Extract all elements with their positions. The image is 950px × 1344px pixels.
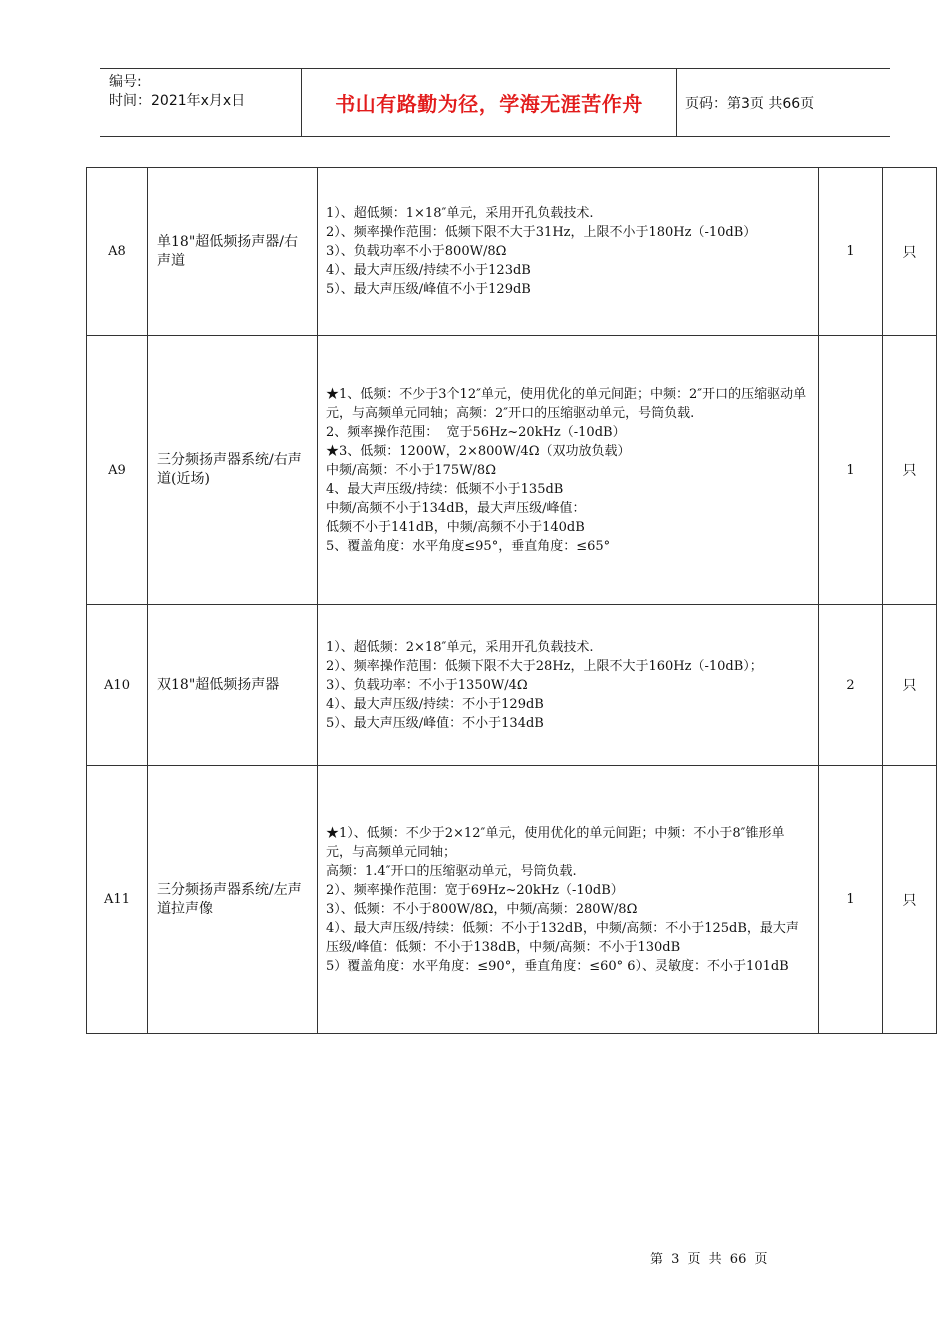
description-line: 4）、最大声压级/持续：不小于129dB	[326, 696, 544, 712]
description-line: ★1、低频：不少于3个12″单元，使用优化的单元间距；中频：2″开口的压缩驱动单元，与高频单元同轴；高频：2″开口的压缩驱动单元，号筒负载.	[326, 386, 807, 421]
description-line: 4、最大声压级/持续：低频不小于135dB	[326, 481, 564, 497]
item-quantity: 1	[819, 766, 883, 1034]
header-page-label: 页码：第3页 共66页	[685, 95, 815, 112]
document-time-label: 时间：2021年x月x日	[109, 93, 246, 109]
item-description	[318, 605, 819, 766]
description-line: 3）、低频：不小于800W/8Ω，中频/高频：280W/8Ω	[326, 901, 638, 917]
item-quantity: 1	[819, 168, 883, 336]
description-line: 5）、最大声压级/峰值：不小于134dB	[326, 715, 544, 731]
header-motto: 书山有路勤为径，学海无涯苦作舟	[301, 69, 677, 136]
item-description	[318, 766, 819, 1034]
page-footer: 第 3 页 共 66 页	[650, 1252, 768, 1267]
description-line: 4）、最大声压级/持续：低频：不小于132dB，中频/高频：不小于125dB，最大声压级/峰值：低频：不小于138dB，中频/高频：不小于130dB	[326, 920, 799, 955]
description-line: 1）、超低频：1×18″单元，采用开孔负载技术.	[326, 206, 594, 221]
item-unit: 只	[883, 766, 937, 1034]
spec-table	[86, 167, 937, 1034]
table-row	[87, 766, 937, 1034]
item-unit: 只	[883, 336, 937, 605]
description-line: 3）、负载功率不小于800W/8Ω	[326, 244, 507, 259]
item-name: 三分频扬声器系统/右声道(近场)	[148, 336, 318, 605]
item-description	[318, 168, 819, 336]
item-unit: 只	[883, 605, 937, 766]
item-id: A11	[87, 766, 148, 1034]
table-row	[87, 605, 937, 766]
item-id: A8	[87, 168, 148, 336]
description-line: 中频/高频不小于134dB，最大声压级/峰值：	[326, 500, 586, 516]
description-line: 低频不小于141dB，中频/高频不小于140dB	[326, 519, 585, 535]
item-name: 单18"超低频扬声器/右声道	[148, 168, 318, 336]
description-line: 1）、超低频：2×18″单元，采用开孔负载技术.	[326, 639, 594, 655]
description-line: ★3、低频：1200W，2×800W/4Ω（双功放负载）	[326, 443, 631, 459]
document-number-label: 编号:	[109, 74, 142, 90]
page-header	[100, 68, 890, 137]
table-row	[87, 168, 937, 336]
description-line: 中频/高频：不小于175W/8Ω	[326, 462, 496, 478]
item-description	[318, 336, 819, 605]
item-name: 三分频扬声器系统/左声道拉声像	[148, 766, 318, 1034]
item-id: A9	[87, 336, 148, 605]
item-quantity: 1	[819, 336, 883, 605]
description-line: ★1）、低频：不少于2×12″单元，使用优化的单元间距；中频：不小于8″锥形单元，与高频单元同轴；	[326, 825, 785, 860]
item-id: A10	[87, 605, 148, 766]
description-line: 高频：1.4″开口的压缩驱动单元，号筒负载.	[326, 863, 577, 879]
description-line: 5、覆盖角度：水平角度≤95°，垂直角度：≤65°	[326, 538, 611, 554]
table-row	[87, 336, 937, 605]
header-meta	[100, 69, 300, 136]
description-line: 5）、最大声压级/峰值不小于129dB	[326, 282, 531, 297]
description-line: 3）、负载功率：不小于1350W/4Ω	[326, 677, 528, 693]
description-line: 2）、频率操作范围：宽于69Hz~20kHz（-10dB）	[326, 882, 624, 898]
description-line: 2、频率操作范围： 宽于56Hz~20kHz（-10dB）	[326, 424, 626, 440]
item-name: 双18"超低频扬声器	[148, 605, 318, 766]
description-line: 2）、频率操作范围：低频下限不大于28Hz，上限不大于160Hz（-10dB）；	[326, 658, 763, 674]
description-line: 2）、频率操作范围：低频下限不大于31Hz，上限不小于180Hz（-10dB）	[326, 225, 757, 240]
description-line: 5）覆盖角度：水平角度：≤90°，垂直角度：≤60° 6）、灵敏度：不小于101dB	[326, 958, 789, 974]
item-quantity: 2	[819, 605, 883, 766]
description-line: 4）、最大声压级/持续不小于123dB	[326, 263, 531, 278]
item-unit: 只	[883, 168, 937, 336]
